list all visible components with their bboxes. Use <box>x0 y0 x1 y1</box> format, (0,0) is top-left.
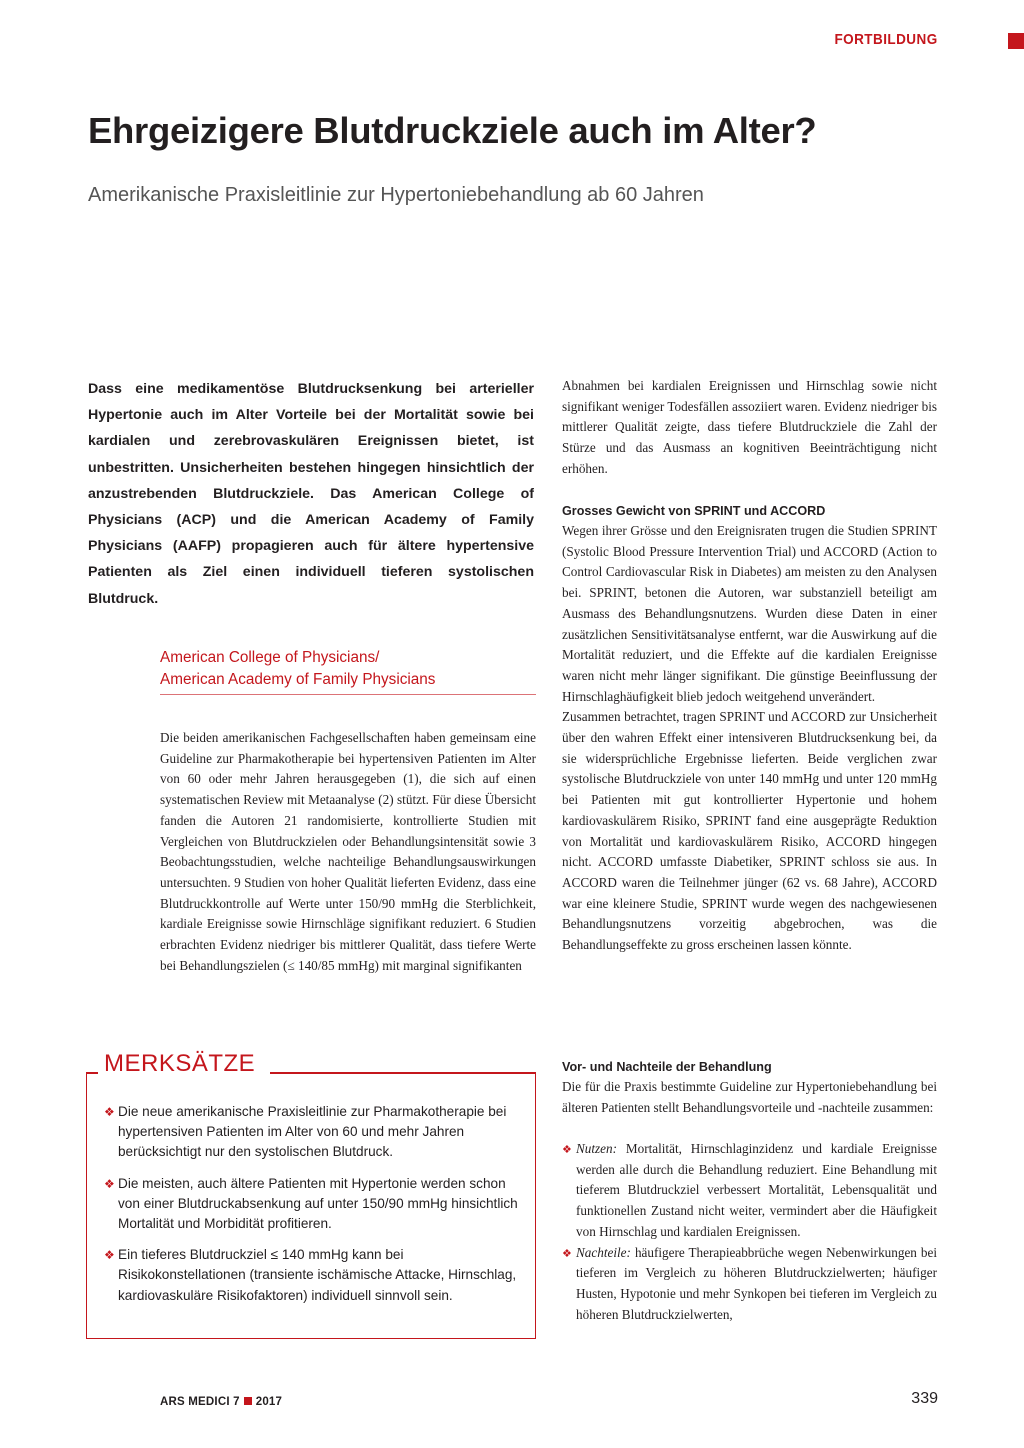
diamond-bullet-icon: ❖ <box>562 1247 572 1260</box>
merksatz-text: Die meisten, auch ältere Patienten mit Hypertonie werden schon von einer Blutdruckabsenkung auf unter 150/90 mmHg hinsichtlich Mortalität und Morbidität profitieren. <box>118 1175 518 1232</box>
page-number: 339 <box>911 1390 938 1407</box>
left-body-text: Die beiden amerikanischen Fachgesellschaften haben gemeinsam eine Guideline zur Pharmakotherapie bei hypertensiven Patienten im Alter von 60 oder mehr Jahren herausgegeben (1), die sich auf einen systematischen Review mit Metaanalyse (2) stützt. Für diese Übersicht fanden die Autoren 21 randomisierte, kontrollierte Studien mit Vergleichen von Blutdruckzielen oder Behandlungsintensität sowie 3 Beobachtungsstudien, welche nachteilige Behandlungsauswirkungen untersuchten. 9 Studien von hoher Qualität lieferten Evidenz, dass eine Blutdruckkontrolle auf Werte unter 150/90 mmHg die Sterblichkeit, kardiale Ereignisse sowie Hirnschläge signifikant reduziert. 6 Studien erbrachten Evidenz niedriger bis mittlerer Qualität, dass tiefere Werte bei Behandlungszielen (≤ 140/85 mmHg) mit marginal signifikanten <box>160 730 536 973</box>
heading-divider <box>160 694 536 695</box>
pros-label: Nutzen: <box>576 1141 618 1156</box>
article-title: Ehrgeizigere Blutdruckziele auch im Alter? <box>88 110 817 151</box>
source-heading <box>160 647 435 691</box>
right-body-text-3: Die für die Praxis bestimmte Guideline zur Hypertoniebehandlung bei älteren Patienten stellt Behandlungsvorteile und -nachteile zusammen: <box>562 1079 937 1115</box>
left-column-body <box>160 728 536 976</box>
right-body-text-1: Abnahmen bei kardialen Ereignissen und Hirnschlag sowie nicht signifikant weniger Todesfällen assoziiert waren. Evidenz niedriger bis mittlerer Qualität zeigte, dass tiefere Blutdruckziele die Zahl der Stürze und das Ausmass an kognitiven Beeinträchtigung nicht erhöhen. <box>562 378 937 476</box>
footer-marker <box>244 1397 252 1405</box>
subheading-sprint-accord: Grosses Gewicht von SPRINT und ACCORD <box>562 504 826 518</box>
cons-text: häufigere Therapieabbrüche wegen Nebenwirkungen bei tieferen im Vergleich zu höheren Blutdruckzielwerten; häufiger Husten, Hypotonie und mehr Synkopen bei tieferen im Vergleich zu höheren Blutdruckzielwerten, <box>576 1244 937 1322</box>
cons-item <box>562 1243 937 1326</box>
right-body-text-2a: Wegen ihrer Grösse und den Ereignisraten trugen die Studien SPRINT (Systolic Blood Pressure Intervention Trial) und ACCORD (Action to Control Cardiovascular Risk in Diabetes) am meisten zu den Analysen bei. SPRINT, betonen die Autoren, war substanziell beteiligt am Ausmass des Behandlungsnutzens. Wurden diese Daten in einer zusätzlichen Sensitivitätsanalyse entfernt, war die Auswirkung auf die Mortalität reduziert, und die Effekte auf die kardialen Ereignisse waren nicht mehr länger signifikant. Die günstige Beeinflussung der Hirnschlaghäufigkeit blieb jedoch weitgehend unverändert. <box>562 523 937 704</box>
diamond-bullet-icon: ❖ <box>104 1176 115 1191</box>
merksaetze-border-left <box>86 1072 98 1074</box>
journal-name: ARS MEDICI 7 <box>160 1396 240 1408</box>
pros-cons-list <box>562 1139 937 1325</box>
article-subtitle: Amerikanische Praxisleitlinie zur Hypertoniebehandlung ab 60 Jahren <box>88 184 704 206</box>
lead-text: Dass eine medikamentöse Blutdrucksenkung bei arterieller Hypertonie auch im Alter Vorteile bei der Mortalität sowie bei kardialen und zerebrovaskulären Ereignissen bietet, ist unbestritten. Unsicherheiten bestehen hingegen hinsichtlich der anzustrebenden Blutdruckziele. Das American College of Physicians (ACP) und die American Academy of Family Physicians (AAFP) propagieren auch für ältere hypertensive Patienten als Ziel einen individuell tieferen systolischen Blutdruck. <box>88 381 534 607</box>
right-body-text-2b: Zusammen betrachtet, tragen SPRINT und ACCORD zur Unsicherheit über den wahren Effekt einer intensiveren Blutdrucksenkung bei, da sie widersprüchliche Ergebnisse lieferten. Beide verglichen zwar systolische Blutdruckziele von unter 140 mmHg und unter 120 mmHg bei Patienten mit gut kontrollierter Hypertonie und hohem kardiovaskulärem Risiko, SPRINT fand eine ausgeprägte Reduktion von Mortalität und kardiovaskulärem Risiko, ACCORD hingegen nicht. ACCORD umfasste Diabetiker, SPRINT schloss sie aus. In ACCORD waren die Teilnehmer jünger (62 vs. 68 Jahre), ACCORD war eine kleinere Studie, SPRINT wurde wegen des nachgewiesenen Behandlungsnutzens vorzeitig abgebrochen, was die Behandlungseffekte zu gross erscheinen lassen könnte. <box>562 709 937 953</box>
right-column-body-2 <box>562 521 937 956</box>
diamond-bullet-icon: ❖ <box>562 1144 572 1156</box>
merksatz-text: Ein tieferes Blutdruckziel ≤ 140 mmHg kann bei Risikokonstellationen (transiente ischämische Attacke, Hirnschlag, kardiovaskuläre Risikofaktoren) individuell sinnvoll sein. <box>118 1247 517 1303</box>
section-label: FORTBILDUNG <box>834 31 938 48</box>
right-column-body-3 <box>562 1077 937 1118</box>
pros-text: Mortalität, Hirnschlaginzidenz und kardiale Ereignisse werden alle durch die Behandlung reduziert. Eine Behandlung mit tieferem Blutdruckziel verbessert Mortalität, Lebensqualität und funktionellen Zustand nicht weiter, vermindert aber die Häufigkeit von Hirnschlag und kardialen Ereignissen. <box>576 1141 937 1239</box>
merksaetze-title: MERKSÄTZE <box>104 1050 256 1077</box>
subheading-pros-cons: Vor- und Nachteile der Behandlung <box>562 1060 772 1074</box>
diamond-bullet-icon: ❖ <box>104 1105 115 1119</box>
journal-year: 2017 <box>255 1396 283 1408</box>
merksaetze-border-right <box>270 1072 536 1074</box>
source-heading-line-1: American College of Physicians/ <box>160 649 380 666</box>
merksatz-text: Die neue amerikanische Praxisleitlinie zur Pharmakotherapie bei hypertensiven Patienten im Alter von 60 und mehr Jahren berücksichtigt nur den systolischen Blutdruck. <box>118 1104 507 1160</box>
source-heading-line-2: American Academy of Family Physicians <box>160 671 436 688</box>
diamond-bullet-icon: ❖ <box>104 1248 115 1263</box>
section-marker <box>1008 33 1024 49</box>
pros-item <box>562 1139 937 1243</box>
merksatz-item <box>104 1174 524 1235</box>
right-column-body-1 <box>562 376 937 480</box>
cons-label: Nachteile: <box>576 1244 631 1260</box>
lead-paragraph <box>88 376 534 612</box>
merksatz-item <box>104 1102 524 1163</box>
footer-journal <box>160 1396 282 1408</box>
merksaetze-list <box>104 1102 524 1317</box>
merksatz-item <box>104 1245 524 1306</box>
